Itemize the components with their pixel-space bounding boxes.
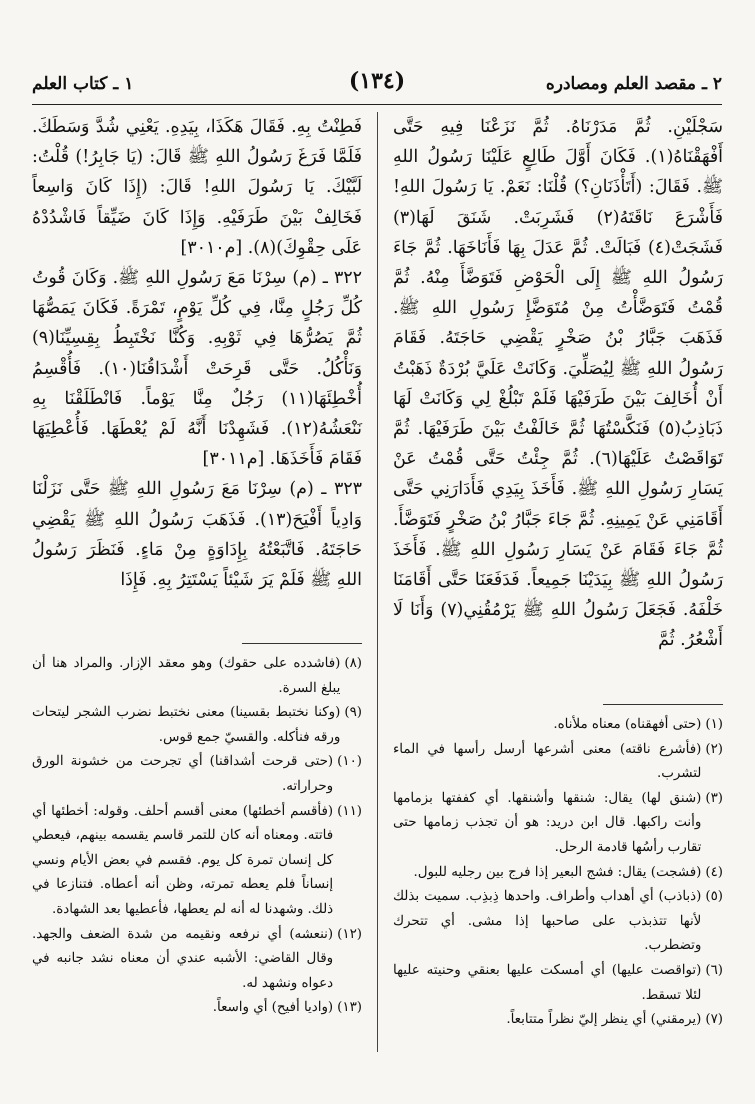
page-number: (١٣٤) (348, 68, 406, 94)
footnote-number: (٤) (705, 864, 723, 880)
left-main-text (32, 112, 362, 635)
footnote (32, 652, 362, 701)
footnote-text: (وكنا نختبط بقسينا) معنى نختبط نضرب الشجر ليتحات ورقه فنأكله. والقسيّ جمع قوس. (32, 705, 341, 745)
footnote-number: (١٣) (337, 1000, 362, 1016)
book-title: ١ ـ كتاب العلم (32, 74, 134, 94)
hadith-paragraph: فَطِنْتُ بِهِ. فَقَالَ هَكَذَا، بِيَدِهِ. يَعْنِي شُدَّ وَسَطَكَ. فَلَمَّا فَرَغَ رَسُولُ اللهِ ﷺ قَالَ: (يَا جَابِرُ!) قُلْتُ: لَبَّيْكَ. يَا رَسُولَ اللهِ! قَالَ: (إِذَا كَانَ وَاسِعاً فَخَالِفْ بَيْنَ طَرَفَيْهِ. وَإِذَا كَانَ ضَيِّقاً فَاشْدُدْهُ عَلَى حِقْوِكَ)(٨). [م٣٠١٠] (32, 117, 362, 258)
footnote-number: (١١) (337, 803, 362, 819)
footnote-number: (٧) (705, 1012, 723, 1028)
footnote-text: (ننعشه) أي نرفعه ونقيمه من شدة الضعف والجهد. وقال القاضي: الأشبه عندي أن معناه نشد جانبه في دعواه ونشهد له. (32, 926, 334, 991)
hadith-text: سَجْلَيْنِ. ثُمَّ مَدَرْنَاهُ. ثُمَّ نَزَعْنَا فِيهِ حَتَّى أَفْهَقْنَاهُ(١). فَكَانَ أَوَّلَ طَالِعٍ عَلَيْنَا رَسُولُ اللهِ ﷺ. فَقَالَ: (أَتَأْذَنَانِ؟) قُلْنَا: نَعَمْ. يَا رَسُولَ اللهِ! فَأَشْرَعَ نَاقَتَهُ(٢) فَشَرِبَتْ. شَنَقَ لَهَا(٣) فَشَجَتْ(٤) فَبَالَتْ. ثُمَّ عَدَلَ بِهَا فَأَنَاخَهَا. ثُمَّ جَاءَ رَسُولُ اللهِ ﷺ إِلَى الْحَوْضِ فَتَوَضَّأَ مِنْهُ. ثُمَّ قُمْتُ فَتَوَضَّأْتُ مِنْ مُتَوَضَّإِ رَسُولِ اللهِ ﷺ. فَذَهَبَ جَبَّارُ بْنُ صَخْرٍ يَقْضِي حَاجَتَهُ. فَقَامَ رَسُولُ اللهِ ﷺ لِيُصَلِّيَ. وَكَانَتْ عَلَيَّ بُرْدَةٌ ذَهَبْتُ أَنْ أُخَالِفَ بَيْنَ طَرَفَيْهَا فَلَمْ تَبْلُغْ لِي وَكَانَتْ لَهَا ذَبَاذِبُ(٥) فَنَكَّسْتُهَا ثُمَّ خَالَفْتُ بَيْنَ طَرَفَيْهَا. ثُمَّ تَوَاقَصْتُ عَلَيْهَا(٦). ثُمَّ جِئْتُ حَتَّى قُمْتُ عَنْ يَسَارِ رَسُولِ اللهِ ﷺ. فَأَخَذَ بِيَدِي فَأَدَارَنِي حَتَّى أَقَامَنِي عَنْ يَمِينِهِ. ثُمَّ جَاءَ جَبَّارُ بْنُ صَخْرٍ فَتَوَضَّأَ. ثُمَّ جَاءَ فَقَامَ عَنْ يَسَارِ رَسُولِ اللهِ ﷺ. فَأَخَذَ رَسُولُ اللهِ ﷺ بِيَدَيْنَا جَمِيعاً. فَدَفَعَنَا حَتَّى أَقَامَنَا خَلْفَهُ. فَجَعَلَ رَسُولُ اللهِ ﷺ يَرْمُقُنِي(٧) وَأَنَا لَا أَشْعُرُ. ثُمَّ (393, 117, 723, 651)
footnote-number: (٢) (705, 741, 723, 757)
hadith-paragraph: ٣٢٣ ـ (م) سِرْنَا مَعَ رَسُولِ اللهِ ﷺ حَتَّى نَزَلْنَا وَادِياً أَفْيَحَ(١٣). فَذَهَبَ رَسُولُ اللهِ ﷺ يَقْضِي حَاجَتَهُ. فَاتَّبَعْتُهُ بِإِدَاوَةٍ مِنْ مَاءٍ. فَنَظَرَ رَسُولُ اللهِ ﷺ فَلَمْ يَرَ شَيْئاً يَسْتَتِرُ بِهِ. فَإِذَا (32, 479, 362, 591)
footnote (393, 1008, 723, 1033)
footnote-text: (ذباذب) أي أهداب وأطراف. واحدها ذِبذِب. سميت بذلك لأنها تتذبذب على صاحبها إذا مشى. أي تتحرك وتضطرب. (393, 889, 702, 954)
footnote-text: (واديا أفيح) أي واسعاً. (212, 1000, 334, 1016)
right-column (393, 112, 723, 1033)
footnote-text: (حتى أفهقناه) معناه ملأناه. (553, 717, 702, 732)
left-footnotes (32, 652, 362, 1021)
footnote-text: (فشجت) يقال: فشج البعير إذا فرج بين رجليه للبول. (413, 864, 702, 880)
footnote (32, 701, 362, 750)
page-header (32, 68, 722, 100)
footnote (393, 861, 723, 886)
right-footnotes (393, 713, 723, 1033)
footnote-text: (فأقسم أخطئها) معنى أقسم أحلف. وقوله: أخطئها أي فاتته. ومعناه أنه كان للتمر قاسم يقسمه بينهم، فيعطي كل إنسان تمرة كل يوم. فقسم في بعض الأيام ونسي إنساناً فلم يعطه تمرته، وظن أنه أعطاه. فتنازعا في ذلك. وشهدنا له أنه لم يعطها، فأعطيها بعد الشهادة. (32, 803, 334, 917)
footnote-number: (١) (705, 717, 723, 732)
footnote (32, 996, 362, 1021)
column-divider (377, 112, 378, 1052)
hadith-paragraph: ٣٢٢ ـ (م) سِرْنَا مَعَ رَسُولِ اللهِ ﷺ. وَكَانَ قُوتُ كُلِّ رَجُلٍ مِنَّا، فِي كُلِّ يَوْمٍ، تَمْرَةً. فَكَانَ يَمَصُّهَا ثُمَّ يَصُرُّهَا فِي ثَوْبِهِ. وَكُنَّا نَخْتَبِطُ بِقِسِيِّنَا(٩) وَنَأْكُلُ. حَتَّى قَرِحَتْ أَشْدَاقُنَا(١٠). فَأُقْسِمُ أُخْطِئَهَا(١١) رَجُلٌ مِنَّا يَوْماً. فَانْطَلَقْنَا بِهِ نَنْعَشُهُ(١٢). فَشَهِدْنَا أَنَّهُ لَمْ يُعْطَهَا. فَأُعْطِيَهَا فَقَامَ فَأَخَذَهَا. [م٣٠١١] (32, 268, 362, 470)
footnote (393, 885, 723, 959)
footnote (393, 959, 723, 1008)
footnote (393, 787, 723, 861)
right-main-text (393, 112, 723, 696)
chapter-title: ٢ ـ مقصد العلم ومصادره (545, 74, 722, 94)
footnote-text: (حتى قرحت أشداقنا) أي تجرحت من خشونة الورق وحراراته. (32, 754, 334, 794)
footnote-number: (٥) (705, 889, 723, 905)
footnote (32, 800, 362, 923)
footnote-number: (٣) (705, 790, 723, 806)
footnote-separator (242, 643, 362, 644)
footnote (393, 738, 723, 787)
left-column (32, 112, 362, 1021)
footnote-text: (شنق لها) يقال: شنقها وأشنقها. أي كففتها بزمامها وأنت راكبها. قال ابن دريد: هو أن تجذب زمامها حتى تقارب رأسُها قادمة الرحل. (393, 790, 702, 855)
footnote-number: (٦) (705, 962, 723, 978)
footnote-number: (٩) (344, 705, 362, 721)
footnote-number: (١٠) (337, 754, 362, 770)
footnote (32, 750, 362, 799)
footnote-text: (تواقصت عليها) أي أمسكت عليها بعنقي وحنيته عليها لئلا تسقط. (393, 962, 702, 1003)
footnote-text: (يرمقني) أي ينظر إليّ نظراً متتابعاً. (506, 1012, 702, 1028)
footnote-text: (فأشرع ناقته) معنى أشرعها أرسل رأسها في الماء لتشرب. (393, 741, 702, 782)
footnote (32, 923, 362, 997)
footnote-number: (١٢) (337, 926, 362, 942)
footnote-text: (فاشدده على حقوك) وهو معقد الإزار. والمراد هنا أن يبلغ السرة. (32, 656, 341, 696)
footnote (393, 713, 723, 738)
header-rule (32, 104, 722, 105)
footnote-separator (603, 704, 723, 705)
footnote-number: (٨) (344, 656, 362, 671)
